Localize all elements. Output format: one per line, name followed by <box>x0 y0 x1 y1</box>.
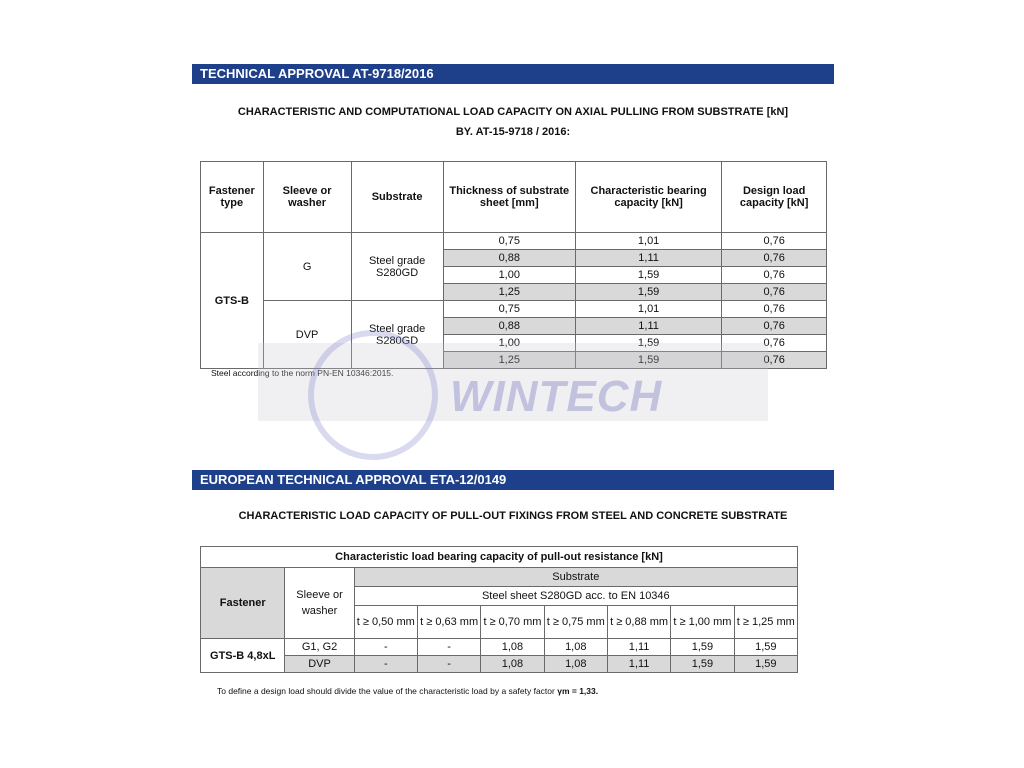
header-thickness: Thickness of substrate sheet [mm] <box>443 162 575 233</box>
char-value-cell: 1,59 <box>575 352 721 369</box>
char-value-cell: 1,59 <box>575 335 721 352</box>
pull-out-table <box>200 546 798 673</box>
section1-title-bar: TECHNICAL APPROVAL AT-9718/2016 <box>192 64 834 84</box>
thickness-cell: 0,75 <box>443 233 575 250</box>
char-value-cell: 1,59 <box>575 284 721 301</box>
char-value-cell: 1,11 <box>575 318 721 335</box>
header-fastener-type: Fastener type <box>201 162 264 233</box>
header-substrate: Substrate <box>351 162 443 233</box>
value-cell: 1,11 <box>607 656 670 673</box>
header-fastener: Fastener <box>201 568 285 639</box>
value-cell: 1,59 <box>734 639 797 656</box>
thickness-column-header: t ≥ 0,75 mm <box>544 606 607 639</box>
design-value-cell: 0,76 <box>722 335 827 352</box>
value-cell: 1,59 <box>734 656 797 673</box>
sleeve-cell: DVP <box>285 656 354 673</box>
char-value-cell: 1,01 <box>575 301 721 318</box>
header-design: Design load capacity [kN] <box>722 162 827 233</box>
substrate-cell: Steel grade S280GD <box>351 301 443 369</box>
safety-factor-note-text: To define a design load should divide the value of the characteristic load by a safety factor <box>217 686 558 696</box>
thickness-column-header: t ≥ 0,50 mm <box>354 606 417 639</box>
section1-heading-line2: BY. AT-15-9718 / 2016: <box>455 126 571 138</box>
section2-heading: CHARACTERISTIC LOAD CAPACITY OF PULL-OUT FIXINGS FROM STEEL AND CONCRETE SUBSTRATE <box>238 510 788 522</box>
header-steel-sheet: Steel sheet S280GD acc. to EN 10346 <box>354 587 797 606</box>
fastener-cell: GTS-B 4,8xL <box>201 639 285 673</box>
section1-heading-line1: CHARACTERISTIC AND COMPUTATIONAL LOAD CAPACITY ON AXIAL PULLING FROM SUBSTRATE [kN] <box>237 106 789 118</box>
safety-factor-value: γm = 1,33. <box>557 686 599 696</box>
value-cell: 1,11 <box>607 639 670 656</box>
design-value-cell: 0,76 <box>722 318 827 335</box>
design-value-cell: 0,76 <box>722 250 827 267</box>
axial-load-table <box>200 161 827 369</box>
thickness-cell: 1,00 <box>443 267 575 284</box>
fastener-cell: GTS-B <box>201 233 264 369</box>
header-characteristic: Characteristic bearing capacity [kN] <box>575 162 721 233</box>
char-value-cell: 1,11 <box>575 250 721 267</box>
thickness-column-header: t ≥ 0,88 mm <box>607 606 670 639</box>
sleeve-cell: G <box>263 233 351 301</box>
thickness-cell: 0,88 <box>443 318 575 335</box>
value-cell: 1,08 <box>544 639 607 656</box>
thickness-cell: 0,88 <box>443 250 575 267</box>
header-sleeve: Sleeve or washer <box>263 162 351 233</box>
thickness-cell: 1,00 <box>443 335 575 352</box>
char-value-cell: 1,01 <box>575 233 721 250</box>
thickness-column-header: t ≥ 0,70 mm <box>481 606 544 639</box>
thickness-cell: 1,25 <box>443 284 575 301</box>
thickness-column-header: t ≥ 0,63 mm <box>417 606 480 639</box>
thickness-cell: 1,25 <box>443 352 575 369</box>
design-value-cell: 0,76 <box>722 352 827 369</box>
char-value-cell: 1,59 <box>575 267 721 284</box>
value-cell: 1,59 <box>671 656 734 673</box>
value-cell: - <box>417 656 480 673</box>
design-value-cell: 0,76 <box>722 284 827 301</box>
substrate-cell: Steel grade S280GD <box>351 233 443 301</box>
thickness-cell: 0,75 <box>443 301 575 318</box>
value-cell: 1,08 <box>481 656 544 673</box>
table-title: Characteristic load bearing capacity of pull-out resistance [kN] <box>201 547 798 568</box>
safety-factor-note <box>217 686 598 696</box>
value-cell: 1,59 <box>671 639 734 656</box>
sleeve-cell: DVP <box>263 301 351 369</box>
header-substrate: Substrate <box>354 568 797 587</box>
design-value-cell: 0,76 <box>722 267 827 284</box>
value-cell: 1,08 <box>544 656 607 673</box>
value-cell: - <box>417 639 480 656</box>
thickness-column-header: t ≥ 1,25 mm <box>734 606 797 639</box>
value-cell: - <box>354 656 417 673</box>
steel-norm-note: Steel according to the norm PN-EN 10346:2015. <box>211 368 394 378</box>
watermark-logo-icon <box>308 330 438 460</box>
design-value-cell: 0,76 <box>722 233 827 250</box>
sleeve-cell: G1, G2 <box>285 639 354 656</box>
header-sleeve-washer: Sleeve or washer <box>285 568 354 639</box>
section2-title-bar: EUROPEAN TECHNICAL APPROVAL ETA-12/0149 <box>192 470 834 490</box>
value-cell: 1,08 <box>481 639 544 656</box>
design-value-cell: 0,76 <box>722 301 827 318</box>
value-cell: - <box>354 639 417 656</box>
thickness-column-header: t ≥ 1,00 mm <box>671 606 734 639</box>
watermark-text: WINTECH <box>450 372 663 421</box>
